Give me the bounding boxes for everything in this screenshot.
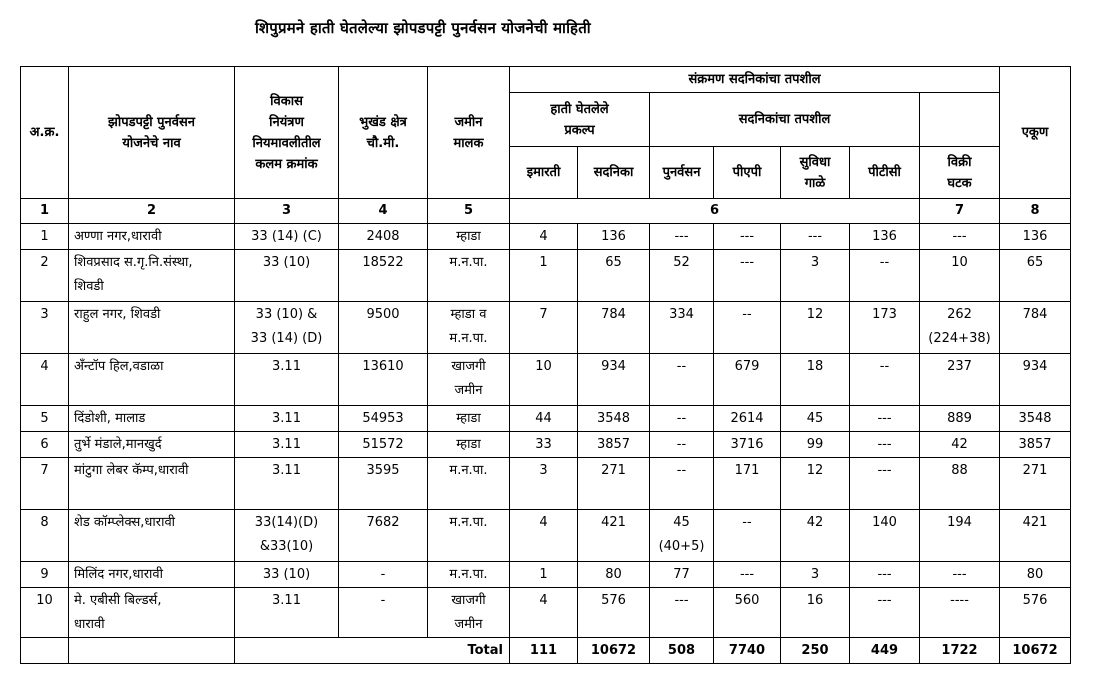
- cell-scheme-name-line: अण्णा नगर,धारावी: [74, 229, 162, 244]
- header-rehab: पुनर्वसन: [650, 147, 714, 199]
- cell-land-owner-line: म.न.पा.: [449, 331, 488, 346]
- cell-land-owner-line: म्हाडा: [456, 229, 481, 244]
- cell-pap: 3716: [714, 432, 781, 458]
- cell-scheme-name-line: मे. एबीसी बिल्डर्स,: [74, 593, 162, 608]
- cell-land-owner: [428, 458, 510, 510]
- cell-dcr-clause: [235, 432, 339, 458]
- cell-land-owner-line: म.न.पा.: [449, 567, 488, 582]
- header-dcr-line3: नियमावलीतील: [252, 135, 321, 151]
- table-row: [21, 224, 1071, 250]
- cell-rehab: [650, 406, 714, 432]
- header-tenement-details: सदनिकांचा तपशील: [650, 93, 920, 147]
- cell-rehab-line: --: [676, 411, 687, 426]
- cell-plot-area: 51572: [339, 432, 428, 458]
- cell-amenity: 18: [781, 354, 850, 406]
- cell-scheme-name: [69, 354, 235, 406]
- cell-ptc: ---: [850, 406, 920, 432]
- header-area-line1: भुखंड क्षेत्र: [359, 114, 407, 130]
- col-number: 4: [339, 199, 428, 224]
- table-row: [21, 510, 1071, 562]
- table-row: [21, 588, 1071, 638]
- cell-sr: 6: [21, 432, 69, 458]
- header-sale-line2: घटक: [947, 175, 972, 191]
- cell-land-owner-line: म्हाडा: [456, 437, 481, 452]
- cell-land-owner: [428, 562, 510, 588]
- cell-buildings: 7: [510, 302, 578, 354]
- cell-scheme-name: [69, 458, 235, 510]
- cell-scheme-name-line: शिवडी: [74, 279, 104, 294]
- totals-blank: [21, 638, 69, 664]
- cell-dcr-clause: [235, 354, 339, 406]
- cell-dcr-clause-line: 33(14)(D): [254, 515, 319, 530]
- cell-rehab-line: ---: [674, 593, 689, 608]
- cell-sr: 5: [21, 406, 69, 432]
- cell-tenements: 136: [578, 224, 650, 250]
- cell-buildings: 3: [510, 458, 578, 510]
- cell-total: 3548: [1000, 406, 1071, 432]
- cell-scheme-name-line: राहुल नगर, शिवडी: [74, 307, 161, 322]
- header-amenity-line1: सुविधा: [799, 154, 831, 170]
- cell-buildings: 4: [510, 588, 578, 638]
- cell-land-owner: [428, 224, 510, 250]
- cell-ptc: ---: [850, 432, 920, 458]
- header-total: एकूण: [1000, 67, 1071, 199]
- header-sale-line1: विक्री: [947, 154, 972, 170]
- header-scheme-name: [69, 67, 235, 199]
- cell-sale-line: (224+38): [928, 331, 991, 346]
- totals-sale: 1722: [920, 638, 1000, 664]
- cell-tenements: 271: [578, 458, 650, 510]
- cell-land-owner-line: म्हाडा व: [450, 307, 487, 322]
- totals-label: Total: [235, 638, 510, 664]
- cell-sale-line: ---: [952, 567, 967, 582]
- cell-tenements: 3857: [578, 432, 650, 458]
- col-number: 1: [21, 199, 69, 224]
- cell-plot-area: -: [339, 562, 428, 588]
- cell-total: 576: [1000, 588, 1071, 638]
- header-projects-line1: हाती घेतलेले: [550, 101, 609, 117]
- cell-sale-line: 237: [947, 359, 972, 374]
- cell-land-owner-line: म्हाडा: [456, 411, 481, 426]
- cell-rehab-line: 77: [673, 567, 690, 582]
- cell-rehab: [650, 250, 714, 302]
- cell-land-owner: [428, 432, 510, 458]
- cell-dcr-clause: [235, 406, 339, 432]
- cell-tenements: 421: [578, 510, 650, 562]
- cell-dcr-clause: [235, 588, 339, 638]
- cell-scheme-name-line: मिलिंद नगर,धारावी: [74, 567, 163, 582]
- cell-rehab-line: (40+5): [658, 539, 705, 554]
- cell-land-owner: [428, 354, 510, 406]
- header-owner-line2: मालक: [453, 135, 484, 151]
- cell-dcr-clause-line: 33 (14) (C): [251, 229, 322, 244]
- col-number: 7: [920, 199, 1000, 224]
- cell-sale-line: 889: [947, 411, 972, 426]
- cell-land-owner: [428, 302, 510, 354]
- table-body: [21, 224, 1071, 638]
- cell-plot-area: 54953: [339, 406, 428, 432]
- cell-sr: 9: [21, 562, 69, 588]
- cell-dcr-clause: [235, 302, 339, 354]
- cell-sr: 2: [21, 250, 69, 302]
- cell-sale-line: 10: [951, 255, 968, 270]
- table-row: [21, 458, 1071, 510]
- cell-amenity: ---: [781, 224, 850, 250]
- cell-rehab-line: 52: [673, 255, 690, 270]
- cell-scheme-name-line: अँन्टॉप हिल,वडाळा: [74, 359, 164, 374]
- cell-scheme-name: [69, 224, 235, 250]
- header-dcr-line2: नियंत्रण: [269, 114, 304, 130]
- cell-amenity: 3: [781, 562, 850, 588]
- cell-plot-area: 7682: [339, 510, 428, 562]
- cell-land-owner-line: जमीन: [454, 617, 483, 632]
- cell-buildings: 4: [510, 510, 578, 562]
- cell-scheme-name-line: मांटुगा लेबर कॅम्प,धारावी: [74, 463, 189, 478]
- header-scheme-line1: झोपडपट्टी पुनर्वसन: [108, 114, 195, 130]
- cell-land-owner-line: जमीन: [454, 383, 483, 398]
- header-sale-component: [920, 147, 1000, 199]
- cell-ptc: 136: [850, 224, 920, 250]
- cell-scheme-name: [69, 588, 235, 638]
- totals-ptc: 449: [850, 638, 920, 664]
- cell-amenity: 99: [781, 432, 850, 458]
- cell-dcr-clause: [235, 458, 339, 510]
- col-number: 3: [235, 199, 339, 224]
- totals-grand: 10672: [1000, 638, 1071, 664]
- cell-plot-area: 18522: [339, 250, 428, 302]
- cell-pap: 560: [714, 588, 781, 638]
- cell-scheme-name-line: तुर्भे मंडाले,मानखुर्द: [74, 437, 162, 452]
- cell-buildings: 1: [510, 250, 578, 302]
- cell-sale: [920, 458, 1000, 510]
- cell-sr: 10: [21, 588, 69, 638]
- cell-total: 784: [1000, 302, 1071, 354]
- cell-amenity: 45: [781, 406, 850, 432]
- cell-ptc: --: [850, 354, 920, 406]
- cell-dcr-clause: [235, 510, 339, 562]
- cell-land-owner: [428, 510, 510, 562]
- table-row: [21, 562, 1071, 588]
- header-projects-taken: [510, 93, 650, 147]
- cell-total: 136: [1000, 224, 1071, 250]
- cell-dcr-clause: [235, 250, 339, 302]
- cell-sr: 7: [21, 458, 69, 510]
- cell-dcr-clause-line: 33 (10): [262, 567, 311, 582]
- cell-total: 934: [1000, 354, 1071, 406]
- cell-amenity: 12: [781, 302, 850, 354]
- header-dcr-line1: विकास: [270, 93, 303, 109]
- cell-sale: [920, 354, 1000, 406]
- header-transit-details: संक्रमण सदनिकांचा तपशील: [510, 67, 1000, 93]
- cell-dcr-clause-line: 3.11: [272, 359, 301, 374]
- header-area-line2: चौ.मी.: [366, 135, 400, 151]
- cell-dcr-clause-line: 33 (10) &: [255, 307, 318, 322]
- totals-pap: 7740: [714, 638, 781, 664]
- cell-dcr-clause-line: 33 (14) (D): [250, 331, 323, 346]
- header-buildings: इमारती: [510, 147, 578, 199]
- table-row: [21, 250, 1071, 302]
- cell-buildings: 1: [510, 562, 578, 588]
- cell-sale: [920, 224, 1000, 250]
- header-plot-area: [339, 67, 428, 199]
- cell-scheme-name: [69, 406, 235, 432]
- cell-sale-line: ---: [952, 229, 967, 244]
- cell-sale-line: ----: [950, 593, 969, 608]
- cell-ptc: --: [850, 250, 920, 302]
- cell-sale-line: 42: [951, 437, 968, 452]
- cell-total: 3857: [1000, 432, 1071, 458]
- cell-total: 65: [1000, 250, 1071, 302]
- cell-ptc: ---: [850, 458, 920, 510]
- cell-buildings: 33: [510, 432, 578, 458]
- cell-tenements: 784: [578, 302, 650, 354]
- totals-row: [21, 638, 1071, 664]
- header-scheme-line2: योजनेचे नाव: [122, 135, 181, 151]
- cell-dcr-clause: [235, 224, 339, 250]
- cell-sr: 4: [21, 354, 69, 406]
- cell-land-owner: [428, 588, 510, 638]
- col-number: 6: [510, 199, 920, 224]
- cell-scheme-name: [69, 302, 235, 354]
- cell-rehab-line: --: [676, 359, 687, 374]
- cell-land-owner-line: म.न.पा.: [449, 515, 488, 530]
- cell-scheme-name-line: शेड कॉम्प्लेक्स,धारावी: [74, 515, 176, 530]
- cell-sale-line: 88: [951, 463, 968, 478]
- cell-sale: [920, 562, 1000, 588]
- cell-rehab: [650, 510, 714, 562]
- cell-pap: ---: [714, 250, 781, 302]
- cell-total: 80: [1000, 562, 1071, 588]
- header-amenity: [781, 147, 850, 199]
- cell-total: 421: [1000, 510, 1071, 562]
- cell-scheme-name: [69, 562, 235, 588]
- header-tenements: सदनिका: [578, 147, 650, 199]
- cell-sr: 1: [21, 224, 69, 250]
- cell-dcr-clause-line: 33 (10): [262, 255, 311, 270]
- cell-sale: [920, 302, 1000, 354]
- cell-pap: 2614: [714, 406, 781, 432]
- cell-rehab: [650, 224, 714, 250]
- header-ptc: पीटीसी: [850, 147, 920, 199]
- cell-sale-line: 262: [947, 307, 972, 322]
- cell-sr: 3: [21, 302, 69, 354]
- cell-land-owner-line: म.न.पा.: [449, 255, 488, 270]
- totals-amenity: 250: [781, 638, 850, 664]
- cell-scheme-name: [69, 250, 235, 302]
- cell-rehab-line: ---: [674, 229, 689, 244]
- cell-pap: 171: [714, 458, 781, 510]
- cell-sr: 8: [21, 510, 69, 562]
- cell-rehab: [650, 302, 714, 354]
- header-land-owner: [428, 67, 510, 199]
- cell-amenity: 12: [781, 458, 850, 510]
- slum-rehab-table: [20, 66, 1071, 664]
- col-number: 2: [69, 199, 235, 224]
- cell-dcr-clause-line: 3.11: [272, 463, 301, 478]
- cell-dcr-clause-line: 3.11: [272, 593, 301, 608]
- table-row: [21, 406, 1071, 432]
- table-row: [21, 354, 1071, 406]
- cell-scheme-name-line: शिवप्रसाद स.गृ.नि.संस्था,: [74, 255, 193, 270]
- cell-dcr-clause-line: 3.11: [272, 411, 301, 426]
- cell-rehab: [650, 458, 714, 510]
- cell-plot-area: -: [339, 588, 428, 638]
- totals-rehab: 508: [650, 638, 714, 664]
- cell-rehab: [650, 588, 714, 638]
- cell-total: 271: [1000, 458, 1071, 510]
- header-projects-line2: प्रकल्प: [564, 122, 595, 138]
- cell-sale: [920, 588, 1000, 638]
- cell-ptc: 140: [850, 510, 920, 562]
- cell-rehab: [650, 562, 714, 588]
- cell-buildings: 44: [510, 406, 578, 432]
- cell-scheme-name: [69, 432, 235, 458]
- cell-land-owner: [428, 250, 510, 302]
- cell-land-owner: [428, 406, 510, 432]
- cell-plot-area: 9500: [339, 302, 428, 354]
- cell-pap: ---: [714, 562, 781, 588]
- cell-scheme-name: [69, 510, 235, 562]
- cell-sale: [920, 250, 1000, 302]
- cell-tenements: 934: [578, 354, 650, 406]
- cell-land-owner-line: खाजगी: [451, 593, 486, 608]
- cell-pap: 679: [714, 354, 781, 406]
- cell-tenements: 3548: [578, 406, 650, 432]
- header-pap: पीएपी: [714, 147, 781, 199]
- totals-blank: [69, 638, 235, 664]
- table-row: [21, 432, 1071, 458]
- cell-sale: [920, 432, 1000, 458]
- cell-tenements: 576: [578, 588, 650, 638]
- totals-buildings: 111: [510, 638, 578, 664]
- cell-dcr-clause: [235, 562, 339, 588]
- cell-plot-area: 13610: [339, 354, 428, 406]
- header-sr: अ.क्र.: [21, 67, 69, 199]
- page-title: शिपुप्रमने हाती घेतलेल्या झोपडपट्टी पुनर्वसन योजनेची माहिती: [255, 19, 591, 37]
- cell-scheme-name-line: धारावी: [74, 617, 105, 632]
- cell-rehab-line: 334: [669, 307, 694, 322]
- header-amenity-line2: गाळे: [804, 175, 826, 191]
- cell-pap: --: [714, 302, 781, 354]
- cell-rehab-line: --: [676, 463, 687, 478]
- cell-land-owner-line: म.न.पा.: [449, 463, 488, 478]
- cell-sale-line: 194: [947, 515, 972, 530]
- cell-scheme-name-line: दिंडोशी, मालाड: [74, 411, 146, 426]
- header-owner-line1: जमीन: [454, 114, 483, 130]
- cell-buildings: 10: [510, 354, 578, 406]
- cell-tenements: 80: [578, 562, 650, 588]
- cell-amenity: 16: [781, 588, 850, 638]
- cell-plot-area: 2408: [339, 224, 428, 250]
- column-number-row: [21, 199, 1071, 224]
- header-blank-cell: [920, 93, 1000, 147]
- cell-rehab: [650, 354, 714, 406]
- cell-rehab-line: 45: [673, 515, 690, 530]
- col-number: 5: [428, 199, 510, 224]
- cell-amenity: 3: [781, 250, 850, 302]
- cell-sale: [920, 406, 1000, 432]
- cell-plot-area: 3595: [339, 458, 428, 510]
- cell-tenements: 65: [578, 250, 650, 302]
- cell-ptc: ---: [850, 562, 920, 588]
- cell-ptc: 173: [850, 302, 920, 354]
- cell-rehab: [650, 432, 714, 458]
- cell-dcr-clause-line: &33(10): [259, 539, 314, 554]
- col-number: 8: [1000, 199, 1071, 224]
- cell-land-owner-line: खाजगी: [451, 359, 486, 374]
- totals-tenements: 10672: [578, 638, 650, 664]
- cell-pap: ---: [714, 224, 781, 250]
- cell-amenity: 42: [781, 510, 850, 562]
- cell-pap: --: [714, 510, 781, 562]
- header-dcr-clause: [235, 67, 339, 199]
- cell-sale: [920, 510, 1000, 562]
- header-dcr-line4: कलम क्रमांक: [255, 156, 318, 172]
- cell-buildings: 4: [510, 224, 578, 250]
- table-row: [21, 302, 1071, 354]
- cell-dcr-clause-line: 3.11: [272, 437, 301, 452]
- cell-ptc: ---: [850, 588, 920, 638]
- cell-rehab-line: --: [676, 437, 687, 452]
